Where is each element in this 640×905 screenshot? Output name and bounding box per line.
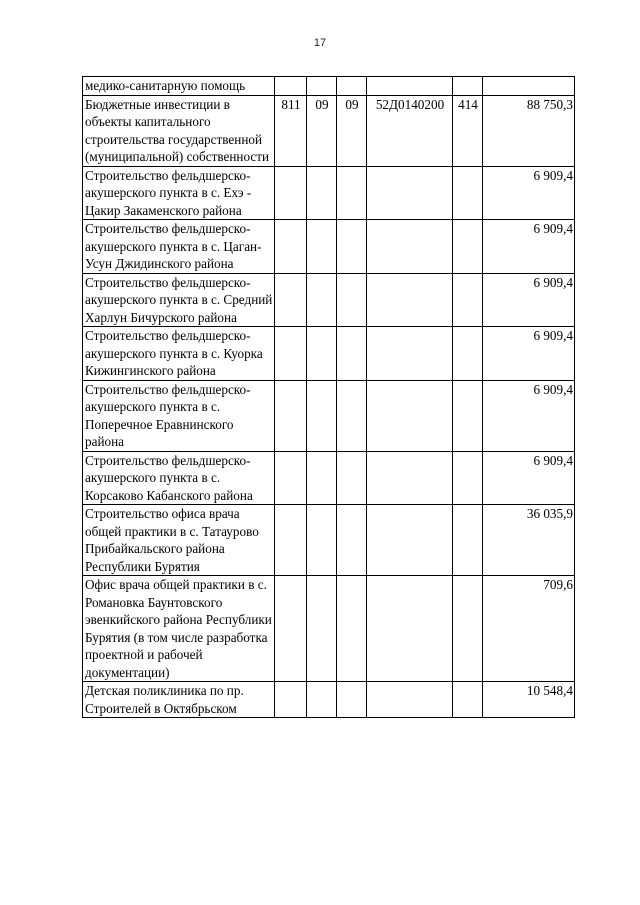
expense-type-cell (453, 273, 483, 327)
target-article-cell (367, 505, 453, 576)
amount-cell: 6 909,4 (483, 380, 575, 451)
row-name-cell: Строительство фельдшерско-акушерского пункта в с. Цаган-Усун Джидинского района (83, 220, 275, 274)
target-article-cell (367, 273, 453, 327)
expense-type-cell (453, 505, 483, 576)
section-code-cell (307, 327, 337, 381)
table-row (83, 166, 575, 220)
subsection-code-cell (337, 327, 367, 381)
table-row (83, 576, 575, 682)
subsection-code-cell (337, 77, 367, 96)
budget-table (82, 76, 575, 718)
amount-cell: 6 909,4 (483, 451, 575, 505)
expense-type-cell (453, 682, 483, 718)
row-name-cell: Строительство фельдшерско-акушерского пункта в с. Корсаково Кабанского района (83, 451, 275, 505)
target-article-cell (367, 77, 453, 96)
ministry-code-cell (275, 220, 307, 274)
expense-type-cell (453, 166, 483, 220)
table-row (83, 380, 575, 451)
target-article-cell: 52Д0140200 (367, 95, 453, 166)
table-row (83, 95, 575, 166)
expense-type-cell (453, 77, 483, 96)
table-row (83, 77, 575, 96)
ministry-code-cell (275, 505, 307, 576)
ministry-code-cell (275, 451, 307, 505)
subsection-code-cell: 09 (337, 95, 367, 166)
section-code-cell (307, 273, 337, 327)
expense-type-cell (453, 380, 483, 451)
expense-type-cell: 414 (453, 95, 483, 166)
subsection-code-cell (337, 166, 367, 220)
section-code-cell (307, 166, 337, 220)
subsection-code-cell (337, 273, 367, 327)
row-name-cell: Строительство фельдшерско-акушерского пункта в с. Куорка Кижингинского района (83, 327, 275, 381)
ministry-code-cell (275, 380, 307, 451)
section-code-cell (307, 77, 337, 96)
section-code-cell (307, 380, 337, 451)
table-row (83, 273, 575, 327)
subsection-code-cell (337, 220, 367, 274)
row-name-cell: медико-санитарную помощь (83, 77, 275, 96)
page-number: 17 (313, 37, 327, 49)
expense-type-cell (453, 576, 483, 682)
row-name-cell: Детская поликлиника по пр. Строителей в Октябрьском (83, 682, 275, 718)
subsection-code-cell (337, 451, 367, 505)
budget-table-body (83, 77, 575, 718)
ministry-code-cell (275, 166, 307, 220)
amount-cell: 6 909,4 (483, 273, 575, 327)
section-code-cell (307, 505, 337, 576)
target-article-cell (367, 451, 453, 505)
row-name-cell: Строительство фельдшерско-акушерского пункта в с. Средний Харлун Бичурского района (83, 273, 275, 327)
table-row (83, 220, 575, 274)
target-article-cell (367, 576, 453, 682)
expense-type-cell (453, 327, 483, 381)
table-row (83, 327, 575, 381)
subsection-code-cell (337, 576, 367, 682)
row-name-cell: Строительство офиса врача общей практики в с. Татаурово Прибайкальского района Республики Бурятия (83, 505, 275, 576)
table-row (83, 505, 575, 576)
ministry-code-cell (275, 327, 307, 381)
table-row (83, 451, 575, 505)
row-name-cell: Строительство фельдшерско-акушерского пункта в с. Поперечное Еравнинского района (83, 380, 275, 451)
subsection-code-cell (337, 380, 367, 451)
ministry-code-cell (275, 576, 307, 682)
amount-cell: 709,6 (483, 576, 575, 682)
section-code-cell (307, 576, 337, 682)
ministry-code-cell: 811 (275, 95, 307, 166)
amount-cell: 6 909,4 (483, 327, 575, 381)
target-article-cell (367, 327, 453, 381)
amount-cell: 6 909,4 (483, 220, 575, 274)
target-article-cell (367, 682, 453, 718)
target-article-cell (367, 166, 453, 220)
expense-type-cell (453, 451, 483, 505)
ministry-code-cell (275, 77, 307, 96)
amount-cell: 36 035,9 (483, 505, 575, 576)
row-name-cell: Бюджетные инвестиции в объекты капитального строительства государственной (муниципальной) собственности (83, 95, 275, 166)
section-code-cell (307, 451, 337, 505)
target-article-cell (367, 220, 453, 274)
row-name-cell: Офис врача общей практики в с. Романовка Баунтовского эвенкийского района Республики Бурятия (в том числе разработка проектной и рабочей документации) (83, 576, 275, 682)
amount-cell: 10 548,4 (483, 682, 575, 718)
subsection-code-cell (337, 505, 367, 576)
ministry-code-cell (275, 682, 307, 718)
amount-cell: 6 909,4 (483, 166, 575, 220)
ministry-code-cell (275, 273, 307, 327)
row-name-cell: Строительство фельдшерско-акушерского пункта в с. Ехэ - Цакир Закаменского района (83, 166, 275, 220)
section-code-cell (307, 220, 337, 274)
target-article-cell (367, 380, 453, 451)
table-row (83, 682, 575, 718)
amount-cell (483, 77, 575, 96)
expense-type-cell (453, 220, 483, 274)
section-code-cell (307, 682, 337, 718)
amount-cell: 88 750,3 (483, 95, 575, 166)
subsection-code-cell (337, 682, 367, 718)
section-code-cell: 09 (307, 95, 337, 166)
